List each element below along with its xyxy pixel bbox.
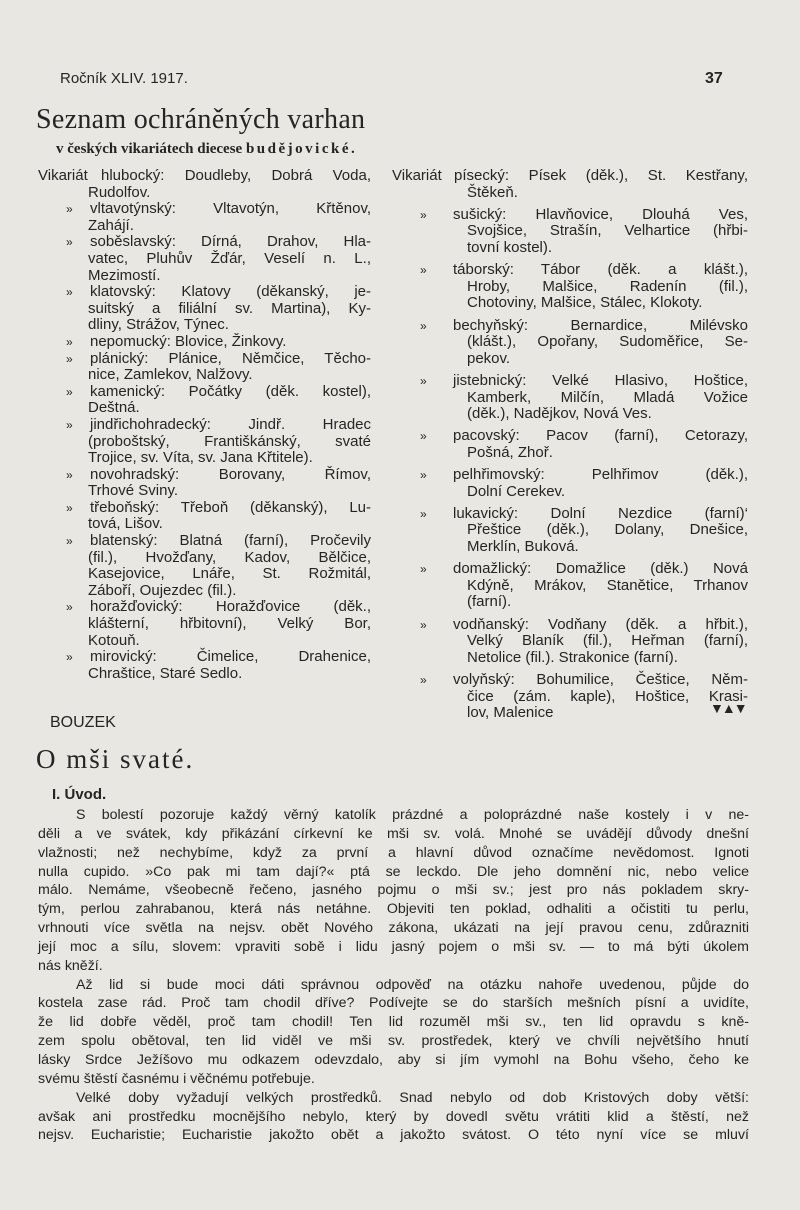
bullet-icon: » xyxy=(420,672,427,687)
bullet-icon: » xyxy=(66,467,73,482)
entry-line: lukavický: Dolní Nezdice (farní)‘ xyxy=(453,504,748,522)
bullet-icon: » xyxy=(66,334,73,349)
entry-line: klášterní, hřbitovní), Velký Bor, xyxy=(88,615,371,633)
entry-line: plánický: Plánice, Němčice, Těcho- xyxy=(90,349,371,367)
entry-line: sušický: Hlavňovice, Dlouhá Ves, xyxy=(453,205,748,223)
entry-line: pacovský: Pacov (farní), Cetorazy, xyxy=(453,427,748,445)
paragraph-line: vrhnouti více světla na nejsv. obět Nového zákona, ukázati na její pravou cenu, zdůrazniti xyxy=(38,920,749,937)
bullet-icon: » xyxy=(66,235,73,250)
vicariate-entry xyxy=(38,533,371,599)
entry-line: vodňanský: Vodňany (děk. a hřbit.), xyxy=(453,615,748,633)
entry-line: čice (zám. kaple), Hoštice, Krasi- xyxy=(467,687,748,705)
paragraph-line: avšak ani prostředku mocnějšího nebylo, který by dovedl světu vrátiti klid a štěstí, než xyxy=(38,1108,749,1125)
vicariate-entry xyxy=(392,168,748,201)
entry-line: nepomucký: Blovice, Žinkovy. xyxy=(90,332,287,350)
paragraph-line: její moc a sílu, slovem: vpraviti sobě i lidu jasný pojem o mši sv. — to má býti úkolem xyxy=(38,938,749,955)
entry-line: soběslavský: Dírná, Drahov, Hla- xyxy=(90,233,371,251)
bullet-icon: » xyxy=(420,373,427,388)
vicariate-entry xyxy=(38,649,371,682)
vicariate-entry xyxy=(38,334,371,351)
vicariate-entry xyxy=(38,467,371,500)
paragraph-line: nejsv. Eucharistie; Eucharistie jakožto obět a jakožto svátost. O této nyní více se mluví xyxy=(38,1127,749,1144)
subtitle-spaced-text: budějovické. xyxy=(245,141,358,157)
entry-line: novohradský: Borovany, Římov, xyxy=(90,465,371,483)
vicariate-entry xyxy=(38,500,371,533)
vicariate-entry xyxy=(38,234,371,284)
entry-line: Chraštice, Staré Sedlo. xyxy=(88,664,243,682)
vicariate-entry xyxy=(392,207,748,257)
entry-line: kamenický: Počátky (děk. kostel), xyxy=(90,382,371,400)
entry-line: Deštná. xyxy=(88,399,140,417)
entry-line: volyňský: Bohumilice, Češtice, Něm- xyxy=(453,670,748,688)
vicariate-entry xyxy=(38,201,371,234)
entry-prefix: Vikariát xyxy=(38,167,88,184)
bullet-icon: » xyxy=(66,500,73,515)
vicariate-entry xyxy=(392,318,748,368)
vicariate-entry xyxy=(38,599,371,649)
entry-line: blatenský: Blatná (farní), Pročevily xyxy=(90,532,371,550)
paragraph-line: Velké doby vyžadují velkých prostředků. Snad nebylo od dob Kristových doby větší: xyxy=(76,1089,749,1106)
running-head: Ročník XLIV. 1917. xyxy=(60,70,188,87)
entry-line: Mezimostí. xyxy=(88,266,161,284)
entry-line: Zahájí. xyxy=(88,216,134,234)
entry-line: (děk.), Nadějkov, Nová Ves. xyxy=(467,405,652,423)
entry-line: třeboňský: Třeboň (děkanský), Lu- xyxy=(90,498,371,516)
paragraph-line: málo. Nemáme, všeobecně řečeno, jasného pojmu o mši sv.; jest pro nás pokladem skry- xyxy=(38,882,749,899)
entry-line: pelhřimovský: Pelhřimov (děk.), xyxy=(453,466,748,484)
vicariate-entry xyxy=(38,417,371,467)
paragraph-line: nás kněží. xyxy=(38,957,103,974)
entry-line: tovní kostel). xyxy=(467,238,553,256)
entry-line: Hroby, Malšice, Radenín (fil.), xyxy=(467,277,748,295)
ornament-triangles-icon: ▼▲▼ xyxy=(710,700,746,716)
entry-line: Rudolfov. xyxy=(88,183,151,201)
entry-line: tová, Lišov. xyxy=(88,515,163,533)
entry-line: Štěkeň. xyxy=(467,183,518,201)
bullet-icon: » xyxy=(66,417,73,432)
entry-line: bechyňský: Bernardice, Milévsko xyxy=(453,316,748,334)
entry-line: hlubocký: Doudleby, Dobrá Voda, xyxy=(101,167,371,184)
section-title: I. Úvod. xyxy=(52,786,107,803)
bullet-icon: » xyxy=(420,562,427,577)
entry-line: mirovický: Čimelice, Drahenice, xyxy=(90,648,371,666)
entry-line: Dolní Cerekev. xyxy=(467,482,566,500)
paragraph-line: že lid dobře věděl, proč tam chodil! Ten lid rozuměl mši sv., ten lid opravdu s kně- xyxy=(38,1014,749,1031)
entry-line: vatec, Pluhův Žďár, Veselí n. L., xyxy=(88,249,371,267)
bullet-icon: » xyxy=(66,534,73,549)
entry-line: táborský: Tábor (děk. a klášt.), xyxy=(453,261,748,279)
entry-line: pekov. xyxy=(467,349,511,367)
vicariate-entry xyxy=(392,617,748,667)
bullet-icon: » xyxy=(66,202,73,217)
paragraph-line: zem spolu obětoval, ten lid viděl ve mši sv. prostředek, který ve chvíli největšího hnutí xyxy=(38,1033,749,1050)
page-number: 37 xyxy=(705,70,723,87)
bullet-icon: » xyxy=(420,263,427,278)
vicariate-entry xyxy=(392,506,748,556)
vicariate-list-left xyxy=(38,168,371,682)
vicariate-entry xyxy=(392,428,748,461)
paragraph-line: děli a ve svátek, kdy přikázání církevní ke mši sv. volá. Mnohé se uvádějí důvody dnešní xyxy=(38,825,749,842)
paragraph-line: svému štěstí časnému i věčnému potřebuje. xyxy=(38,1070,315,1087)
article-body xyxy=(38,806,749,1145)
entry-line: Trojice, sv. Víta, sv. Jana Křtitele). xyxy=(88,449,313,467)
entry-line: vltavotýnský: Vltavotýn, Křtěnov, xyxy=(90,200,371,218)
entry-line: jistebnický: Velké Hlasivo, Hoštice, xyxy=(453,371,748,389)
entry-line: (fil.), Hvožďany, Kadov, Bělčice, xyxy=(88,548,371,566)
entry-line: domažlický: Domažlice (děk.) Nová xyxy=(453,560,748,578)
entry-line: Záboří, Oujezdec (fil.). xyxy=(88,581,237,599)
entry-line: (farní). xyxy=(467,593,512,611)
vicariate-entry xyxy=(392,561,748,611)
entry-line: suitský a filiální sv. Martina), Ky- xyxy=(88,299,371,317)
entry-line: (klášt.), Opořany, Sudoměřice, Se- xyxy=(467,333,748,351)
entry-line: Merklín, Buková. xyxy=(467,538,579,556)
author-name: BOUZEK xyxy=(50,714,116,731)
vicariate-list-right xyxy=(392,168,748,727)
bullet-icon: » xyxy=(66,384,73,399)
list-title: Seznam ochráněných varhan xyxy=(36,104,366,135)
entry-line: lov, Malenice xyxy=(467,704,554,722)
vicariate-entry xyxy=(392,672,748,722)
bullet-icon: » xyxy=(66,285,73,300)
vicariate-entry xyxy=(392,467,748,500)
vicariate-entry xyxy=(38,384,371,417)
bullet-icon: » xyxy=(420,429,427,444)
bullet-icon: » xyxy=(420,318,427,333)
list-subtitle xyxy=(56,141,357,158)
paragraph-line: vlažnosti; než nechybíme, když za první a hlavní důvod označíme nevědomost. Ignoti xyxy=(38,844,749,861)
bullet-icon: » xyxy=(420,468,427,483)
entry-line: Trhové Sviny. xyxy=(88,482,179,500)
paragraph-line: nulla cupido. »Co pak mi tam dají?« ptá se leckdo. Dle jeho domnění nic, nebo velice xyxy=(38,863,749,880)
entry-line: Netolice (fil.). Strakonice (farní). xyxy=(467,648,678,666)
bullet-icon: » xyxy=(66,351,73,366)
entry-line: (proboštský, Františkánský, svaté xyxy=(88,432,371,450)
paragraph-line: Až lid si bude moci dáti správnou odpověď na otázku nahoře uvedenou, půjde do xyxy=(76,976,749,993)
entry-line: dliny, Strážov, Týnec. xyxy=(88,316,229,334)
vicariate-entry xyxy=(38,351,371,384)
subtitle-text: v českých vikariátech diecese xyxy=(56,141,246,157)
entry-line: Svojšice, Strašín, Velhartice (hřbi- xyxy=(467,222,748,240)
bullet-icon: » xyxy=(66,600,73,615)
entry-line: Kotouň. xyxy=(88,631,140,649)
entry-line: Chotoviny, Malšice, Stálec, Klokoty. xyxy=(467,294,703,312)
entry-line: Kamberk, Milčín, Mladá Vožice xyxy=(467,388,748,406)
bullet-icon: » xyxy=(66,650,73,665)
entry-line: nice, Zamlekov, Nalžovy. xyxy=(88,366,253,384)
bullet-icon: » xyxy=(420,617,427,632)
entry-line: horažďovický: Horažďovice (děk., xyxy=(90,598,371,616)
entry-line: Pošná, Zhoř. xyxy=(467,443,553,461)
vicariate-entry xyxy=(38,284,371,334)
bullet-icon: » xyxy=(420,207,427,222)
paragraph-line: lásky Srdce Ježíšovo mu odkazem odevzdalo, aby si jím vymohl na Bohu všeho, čeho ke xyxy=(38,1051,749,1068)
vicariate-entry xyxy=(38,168,371,201)
entry-prefix: Vikariát xyxy=(392,167,442,184)
entry-line: písecký: Písek (děk.), St. Kestřany, xyxy=(454,167,748,184)
entry-line: Kasejovice, Lnáře, St. Rožmitál, xyxy=(88,565,371,583)
article-title: O mši svaté. xyxy=(36,744,195,774)
entry-line: Přeštice (děk.), Dolany, Dnešice, xyxy=(467,521,748,539)
bullet-icon: » xyxy=(420,506,427,521)
vicariate-entry xyxy=(392,262,748,312)
entry-line: Kdýně, Mrákov, Stanětice, Trhanov xyxy=(467,576,748,594)
paragraph-line: tým, perlou zahrabanou, která nás netáhne. Objeviti ten poklad, odhaliti a očistiti tu perlu, xyxy=(38,901,749,918)
paragraph-line: kostela zase rád. Proč tam chodil dříve? Podívejte se do starších mešních písní a uvidíte, xyxy=(38,995,749,1012)
entry-line: jindřichohradecký: Jindř. Hradec xyxy=(90,415,371,433)
paragraph-line: S bolestí pozoruje každý věrný katolík prázdné a poloprázdné naše kostely i v ne- xyxy=(76,807,749,823)
entry-line: klatovský: Klatovy (děkanský, je- xyxy=(90,283,371,301)
vicariate-entry xyxy=(392,373,748,423)
entry-line: Velký Blaník (fil.), Heřman (farní), xyxy=(467,632,748,650)
